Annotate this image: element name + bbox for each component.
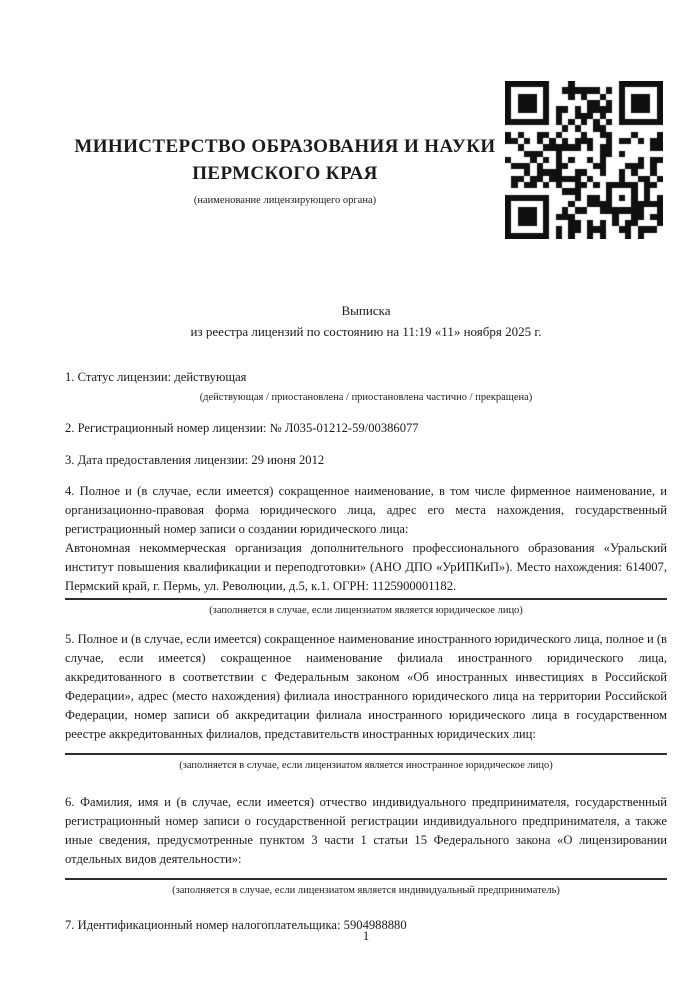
- item-license-date: [65, 451, 667, 470]
- foreign-entity-caption: (заполняется в случае, если лицензиатом является иностранное юридическое лицо): [179, 760, 553, 771]
- legal-entity-description: 4. Полное и (в случае, если имеется) сокращенное наименование, в том числе фирменное наименование, и организационно-правовая форма юридического лица, адрес его места нахождения, государственный регистрационный номер записи о создании юридического лица:: [65, 484, 667, 536]
- ministry-name-line2: ПЕРМСКОГО КРАЯ: [192, 163, 378, 184]
- item-registration-number: [65, 419, 667, 438]
- license-status-options-caption: (действующая / приостановлена / приостановлена частично / прекращена): [199, 392, 533, 403]
- item-legal-entity: [65, 482, 667, 618]
- licensing-authority-name: [65, 133, 505, 187]
- foreign-entity-description: 5. Полное и (в случае, если имеется) сокращенное наименование иностранного юридического лица, полное и (в случае, если имеется) сокращенное наименование филиала иностранного юридического лица, аккредитованного в соответствии с Федеральным законом «Об иностранных инвестициях в Российской Федерации», адрес (место нахождения) филиала иностранного юридического лица на территории Российской Федерации, номер записи об аккредитации филиала иностранного юридического лица в государственном реестре аккредитованных филиалов, представительств иностранных юридических лиц:: [65, 632, 667, 741]
- fill-line-rule: [65, 753, 667, 755]
- licensing-authority-caption: (наименование лицензирующего органа): [193, 195, 377, 206]
- title-line1: Выписка: [341, 303, 391, 318]
- registration-number-text: 2. Регистрационный номер лицензии: № Л035-01212-59/00386077: [65, 421, 419, 435]
- ministry-name-line1: МИНИСТЕРСТВО ОБРАЗОВАНИЯ И НАУКИ: [74, 136, 496, 157]
- page-number: 1: [362, 929, 370, 943]
- items-list: [65, 368, 667, 935]
- taxpayer-number-text: 7. Идентификационный номер налогоплательщика: 5904988880: [65, 918, 407, 932]
- entrepreneur-description: 6. Фамилия, имя и (в случае, если имеется) отчество индивидуального предпринимателя, государственный регистрационный номер записи о государственной регистрации индивидуального предпринимателя, а также иные сведения, предусмотренные пунктом 3 части 1 статьи 15 Федерального закона «О лицензировании отдельных видов деятельности»:: [65, 795, 667, 866]
- title-line2: из реестра лицензий по состоянию на 11:19 «11» ноября 2025 г.: [190, 324, 542, 339]
- item-foreign-entity: [65, 630, 667, 773]
- license-status-text: 1. Статус лицензии: действующая: [65, 370, 247, 384]
- entrepreneur-caption: (заполняется в случае, если лицензиатом является индивидуальный предприниматель): [172, 885, 560, 896]
- legal-entity-caption: (заполняется в случае, если лицензиатом является юридическое лицо): [209, 605, 523, 616]
- fill-line-rule: [65, 598, 667, 600]
- document-header: [65, 0, 505, 208]
- qr-code-icon: [505, 81, 663, 239]
- legal-entity-value: Автономная некоммерческая организация дополнительного профессионального образования «Уральский институт повышения квалификации и переподготовки» (АНО ДПО «УрИПКиП»). Место нахождения: 614007, Пермский край, г. Пермь, ул. Революции, д.5, к.1. ОГРН: 1125900001182.: [65, 541, 667, 593]
- item-license-status: [65, 368, 667, 405]
- license-date-text: 3. Дата предоставления лицензии: 29 июня 2012: [65, 453, 325, 467]
- item-individual-entrepreneur: [65, 793, 667, 898]
- fill-line-rule: [65, 878, 667, 880]
- document-title: [65, 300, 667, 342]
